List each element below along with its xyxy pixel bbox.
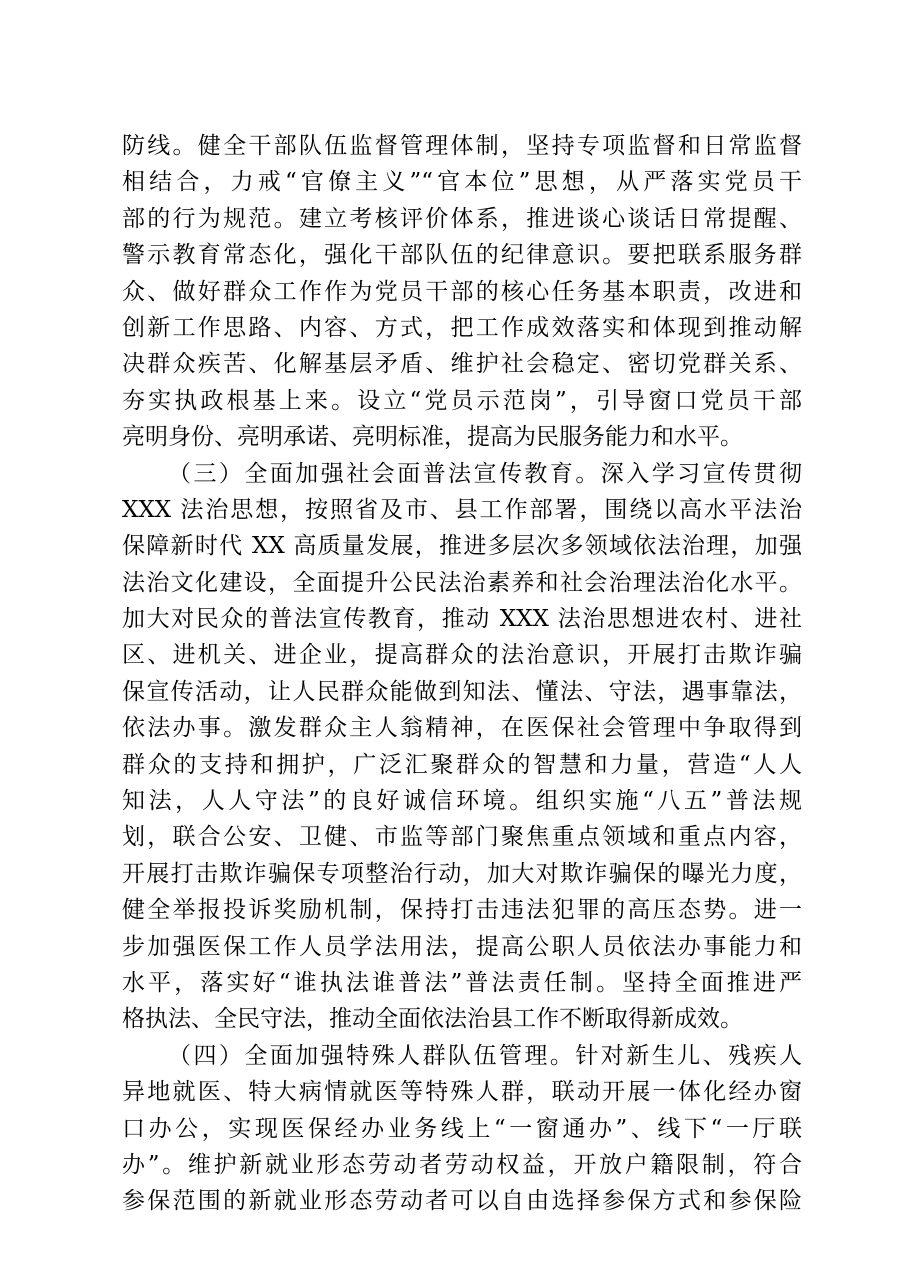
- text-line: 加大对民众的普法宣传教育，推动 XXX 法治思想进农村、进社: [122, 606, 802, 633]
- document-body: [122, 128, 802, 1220]
- text-line: 保宣传活动，让人民群众能做到知法、懂法、守法，遇事靠法，: [122, 678, 802, 705]
- text-line: 水平，落实好“谁执法谁普法”普法责任制。坚持全面推进严: [122, 969, 802, 996]
- text-line: 防线。健全干部队伍监督管理体制，坚持专项监督和日常监督: [122, 133, 802, 159]
- text-line: 保障新时代 XX 高质量发展，推进多层次多领域依法治理，加强: [122, 533, 802, 560]
- text-line: 开展打击欺诈骗保专项整治行动，加大对欺诈骗保的曝光力度，: [122, 860, 802, 887]
- section-heading-line: （四）全面加强特殊人群队伍管理。针对新生儿、残疾人: [168, 1042, 802, 1069]
- text-line: 创新工作思路、内容、方式，把工作成效落实和体现到推动解: [122, 314, 802, 341]
- text-line: 异地就医、特大病情就医等特殊人群，联动开展一体化经办窗: [122, 1079, 802, 1106]
- text-line: 知法，人人守法”的良好诚信环境。组织实施“八五”普法规: [122, 788, 802, 815]
- text-line: 众、做好群众工作作为党员干部的核心任务基本职责，改进和: [122, 278, 802, 305]
- text-line: 相结合，力戒“官僚主义”“官本位”思想，从严落实党员干: [122, 169, 802, 196]
- text-line: 办”。维护新就业形态劳动者劳动权益，开放户籍限制，符合: [122, 1151, 802, 1178]
- text-line: 警示教育常态化，强化干部队伍的纪律意识。要把联系服务群: [122, 242, 802, 269]
- text-line: 参保范围的新就业形态劳动者可以自由选择参保方式和参保险: [122, 1188, 802, 1215]
- text-line: 区、进机关、进企业，提高群众的法治意识，开展打击欺诈骗: [122, 642, 802, 669]
- text-line: 步加强医保工作人员学法用法，提高公职人员依法办事能力和: [122, 933, 802, 960]
- paragraph-legal-education: [122, 456, 802, 1038]
- text-line: 口办公，实现医保经办业务线上“一窗通办”、线下“一厅联: [122, 1115, 802, 1142]
- text-line: 夯实执政根基上来。设立“党员示范岗”，引导窗口党员干部: [122, 387, 802, 414]
- text-line: 格执法、全民守法，推动全面依法治县工作不断取得新成效。: [122, 1006, 743, 1033]
- paragraph-party-conduct: [122, 128, 802, 456]
- text-line: 群众的支持和拥护，广泛汇聚群众的智慧和力量，营造“人人: [122, 751, 802, 778]
- text-line: 法治文化建设，全面提升公民法治素养和社会治理法治化水平。: [122, 569, 802, 596]
- text-line: XXX 法治思想，按照省及市、县工作部署，围绕以高水平法治: [122, 496, 802, 523]
- text-line: 依法办事。激发群众主人翁精神，在医保社会管理中争取得到: [122, 715, 802, 742]
- section-heading-line: （三）全面加强社会面普法宣传教育。深入学习宣传贯彻: [168, 460, 802, 487]
- text-line: 部的行为规范。建立考核评价体系，推进谈心谈话日常提醒、: [122, 205, 802, 232]
- text-line: 决群众疾苦、化解基层矛盾、维护社会稳定、密切党群关系、: [122, 351, 802, 378]
- text-line: 划，联合公安、卫健、市监等部门聚焦重点领域和重点内容，: [122, 824, 802, 851]
- paragraph-special-groups: [122, 1038, 802, 1220]
- text-line: 健全举报投诉奖励机制，保持打击违法犯罪的高压态势。进一: [122, 897, 802, 924]
- text-line: 亮明身份、亮明承诺、亮明标准，提高为民服务能力和水平。: [122, 424, 743, 451]
